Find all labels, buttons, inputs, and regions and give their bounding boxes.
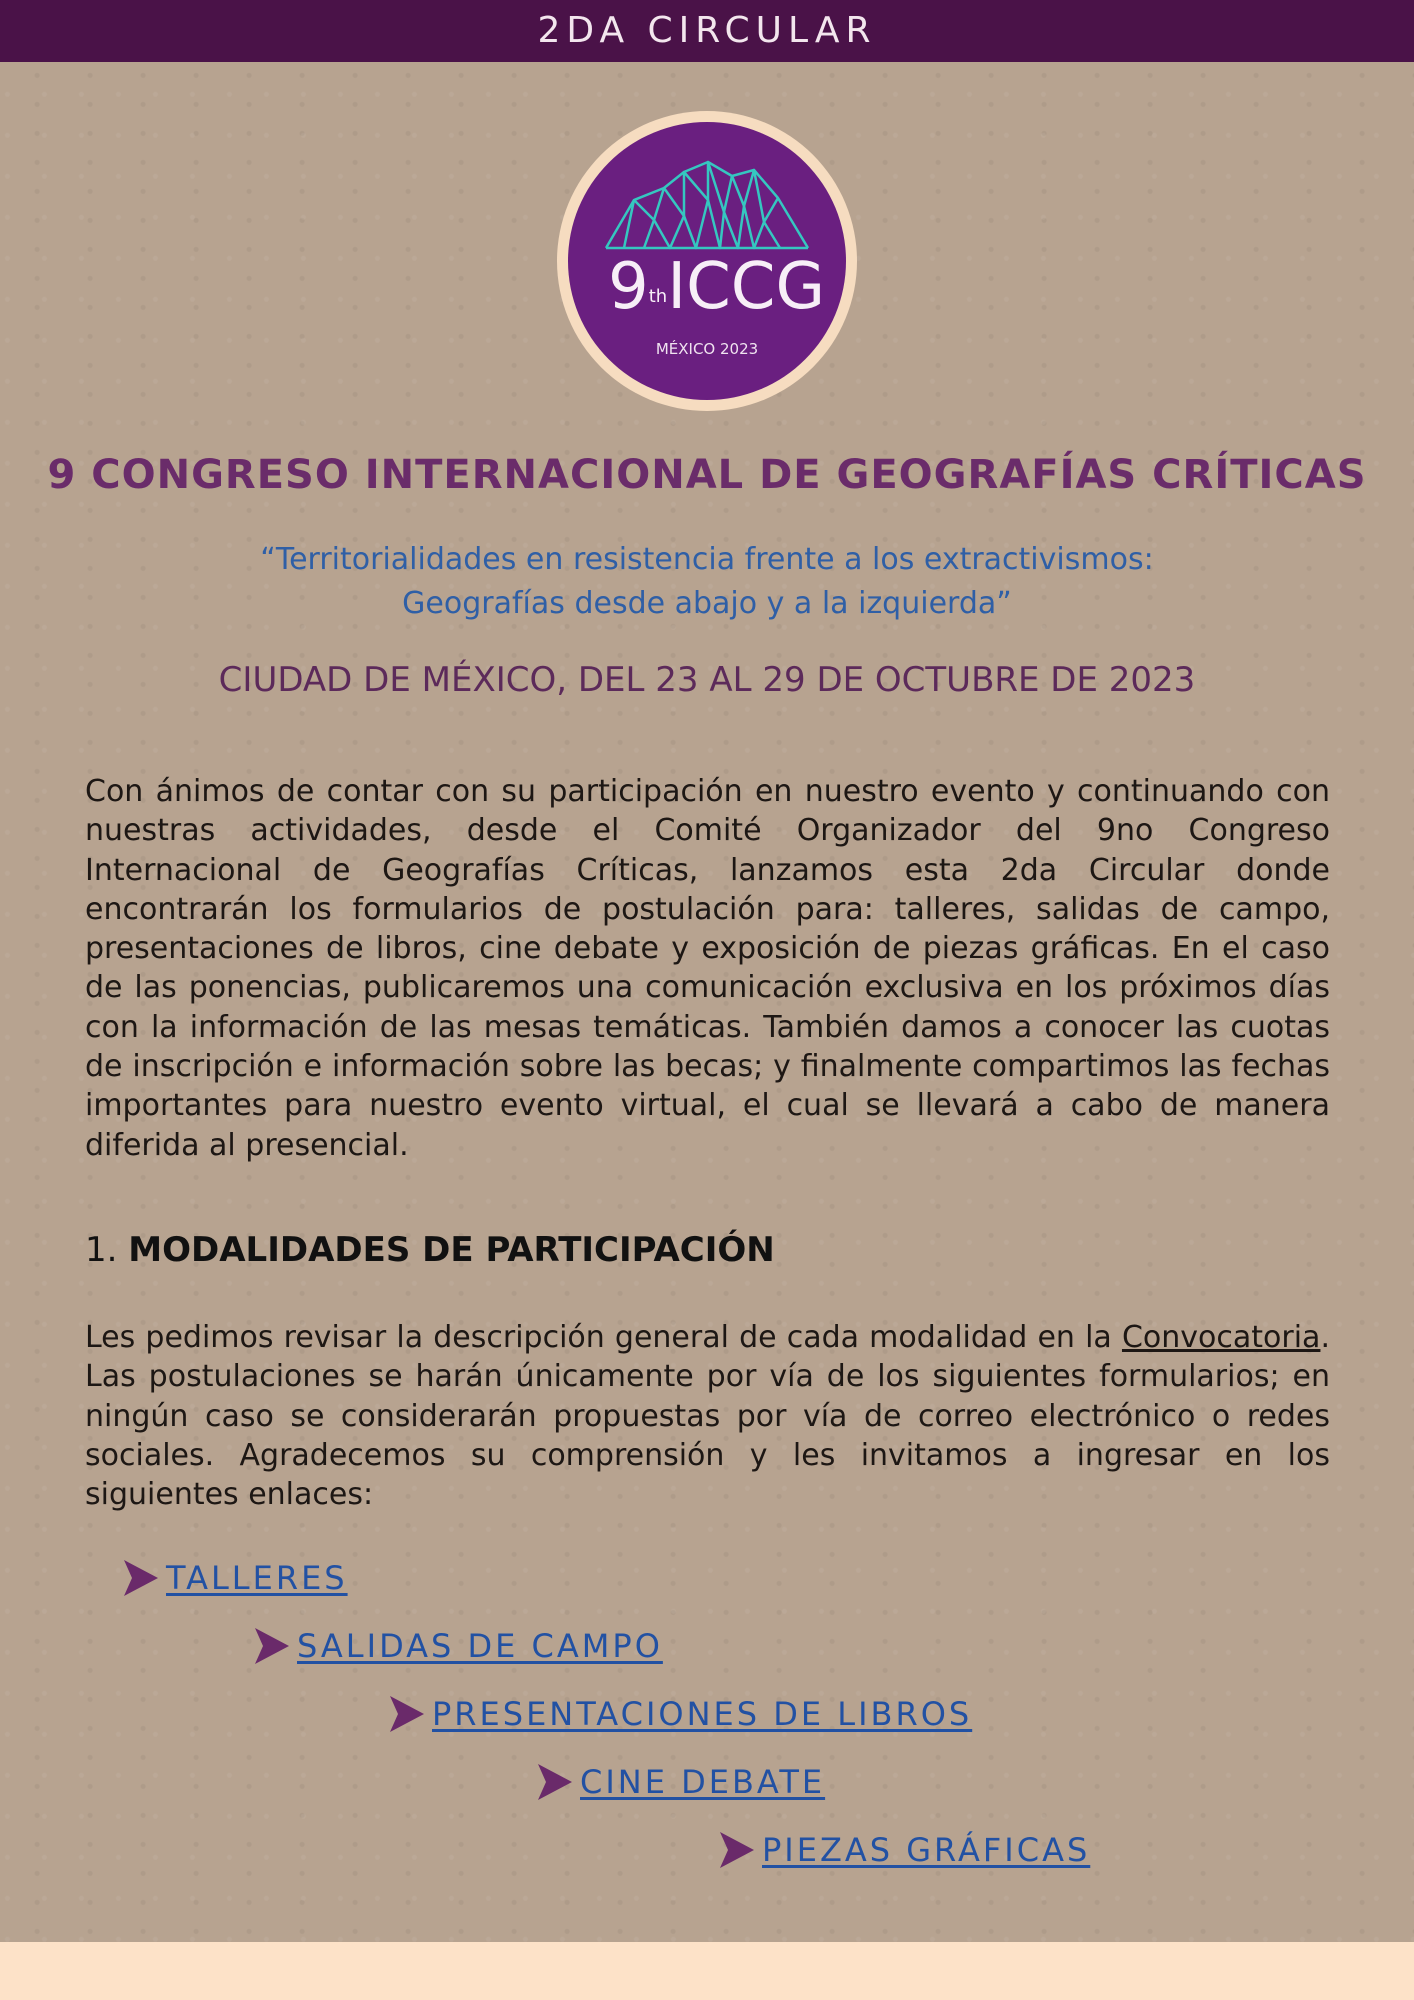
section-heading (85, 1230, 775, 1270)
footer-band (0, 1942, 1414, 2000)
arrow-right-icon (718, 1830, 756, 1870)
section-number: 1. (85, 1230, 118, 1270)
logo-acronym: ICCG (667, 250, 826, 324)
section-text-after: . Las postulaciones se harán únicamente por vía de los siguientes formularios; en ningún caso se considerarán propuestas por vía de correo electrónico o redes sociales. Agradecemos su comprensión y les invitamos a ingresar en los siguientes enlaces: (85, 1320, 1330, 1513)
intro-paragraph: Con ánimos de contar con su participación en nuestro evento y continuando con nuestras actividades, desde el Comité Organizador del 9no Congreso Internacional de Geografías Críticas, lanzamos esta 2da Circular donde encontrarán los formularios de postulación para: talleres, salidas de campo, presentaciones de libros, cine debate y exposición de piezas gráficas. En el caso de las ponencias, publicaremos una comunicación exclusiva en los próximos días con la información de las mesas temáticas. También damos a conocer las cuotas de inscripción e información sobre las becas; y finalmente compartimos las fechas importantes para nuestro evento virtual, el cual se llevará a cabo de manera diferida al presencial. (85, 774, 1330, 1163)
cine-debate-link[interactable]: CINE DEBATE (580, 1763, 826, 1801)
theme-line-1: “Territorialidades en resistencia frente a los extractivismos: (260, 542, 1154, 577)
link-item-talleres[interactable] (122, 1556, 348, 1600)
link-item-presentaciones[interactable] (388, 1692, 972, 1736)
talleres-link[interactable]: TALLERES (166, 1559, 348, 1597)
logo-ordinal: 9 (608, 250, 649, 324)
link-item-salidas[interactable] (253, 1624, 663, 1668)
theme-line-2: Geografías desde abajo y a la izquierda” (402, 586, 1012, 621)
presentaciones-de-libros-link[interactable]: PRESENTACIONES DE LIBROS (432, 1695, 973, 1733)
section-title: MODALIDADES DE PARTICIPACIÓN (128, 1230, 775, 1270)
arrow-right-icon (122, 1558, 160, 1598)
page-title: 9 CONGRESO INTERNACIONAL DE GEOGRAFÍAS CRÍTICAS (47, 452, 1367, 498)
congress-theme (100, 538, 1314, 626)
header-label: 2DA CIRCULAR (537, 10, 877, 51)
link-item-piezas[interactable] (718, 1828, 1090, 1872)
mountain-icon (604, 160, 810, 250)
arrow-right-icon (388, 1694, 426, 1734)
section-paragraph (85, 1318, 1330, 1514)
arrow-right-icon (253, 1626, 291, 1666)
iccg-logo (568, 122, 846, 400)
salidas-de-campo-link[interactable]: SALIDAS DE CAMPO (297, 1627, 663, 1665)
piezas-graficas-link[interactable]: PIEZAS GRÁFICAS (762, 1831, 1091, 1869)
header-bar (0, 0, 1414, 62)
logo-ordinal-suffix: th (648, 286, 668, 307)
arrow-right-icon (536, 1762, 574, 1802)
logo-subtitle: MÉXICO 2023 (655, 340, 759, 358)
convocatoria-link[interactable]: Convocatoria (1121, 1320, 1321, 1355)
logo-number (608, 250, 826, 324)
place-date: CIUDAD DE MÉXICO, DEL 23 AL 29 DE OCTUBRE DE 2023 (218, 660, 1196, 700)
link-item-cine[interactable] (536, 1760, 825, 1804)
section-text-before: Les pedimos revisar la descripción general de cada modalidad en la (85, 1320, 1112, 1355)
